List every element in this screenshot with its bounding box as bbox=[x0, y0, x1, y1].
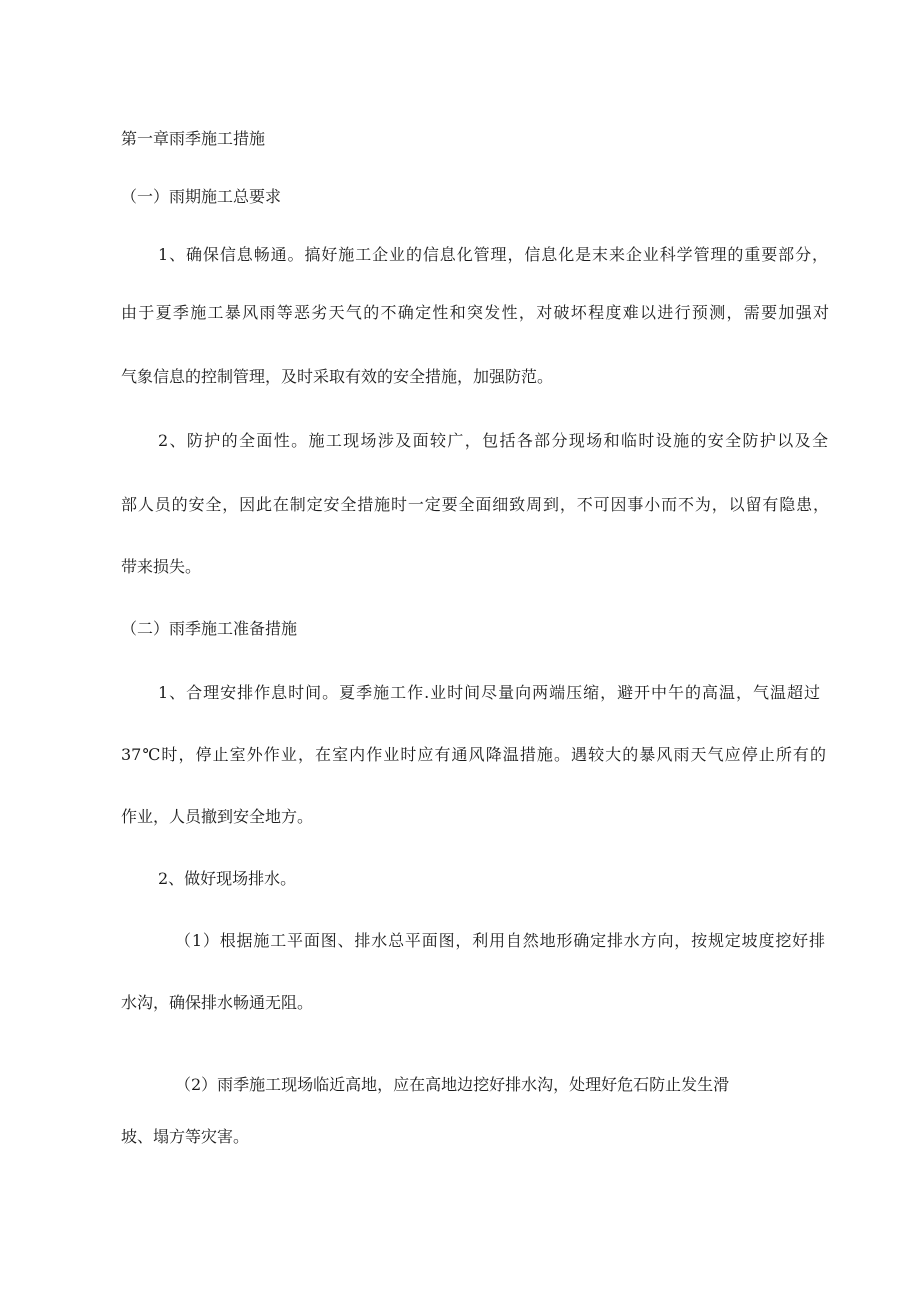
paragraph-line: 作业，人员撤到安全地方。 bbox=[121, 807, 314, 826]
paragraph-line: 1、确保信息畅通。搞好施工企业的信息化管理，信息化是末来企业科学管理的重要部分， bbox=[158, 245, 828, 264]
paragraph-line: 2、防护的全面性。施工现场涉及面较广，包括各部分现场和临时设施的安全防护以及全 bbox=[158, 431, 828, 450]
paragraph-line: 带来损失。 bbox=[121, 557, 202, 576]
paragraph-line: 37℃时，停止室外作业，在室内作业时应有通风降温措施。遇较大的暴风雨天气应停止所有的 bbox=[121, 745, 826, 764]
paragraph-line: 1、合理安排作息时间。夏季施工作.业时间尽量向两端压缩，避开中午的高温，气温超过 bbox=[158, 683, 820, 702]
chapter-title: 第一章雨季施工措施 bbox=[121, 129, 266, 148]
subheading-drainage: 2、做好现场排水。 bbox=[158, 869, 297, 888]
paragraph-line: 部人员的安全，因此在制定安全措施时一定要全面细致周到，不可因事小而不为，以留有隐患， bbox=[121, 495, 829, 514]
paragraph-line: 坡、塌方等灾害。 bbox=[121, 1127, 250, 1146]
paragraph-line: 由于夏季施工暴风雨等恶劣天气的不确定性和突发性，对破坏程度难以进行预测，需要加强对 bbox=[121, 303, 829, 322]
paragraph-line: 气象信息的控制管理，及时采取有效的安全措施，加强防范。 bbox=[121, 367, 554, 386]
paragraph-line: 水沟，确保排水畅通无阻。 bbox=[121, 993, 314, 1012]
paragraph-line: （2）雨季施工现场临近高地，应在高地边挖好排水沟，处理好危石防止发生滑 bbox=[175, 1075, 730, 1094]
paragraph-line: （1）根据施工平面图、排水总平面图，利用自然地形确定排水方向，按规定坡度挖好排 bbox=[175, 931, 825, 950]
section-heading-1: （一）雨期施工总要求 bbox=[121, 187, 282, 206]
section-heading-2: （二）雨季施工准备措施 bbox=[121, 619, 298, 638]
